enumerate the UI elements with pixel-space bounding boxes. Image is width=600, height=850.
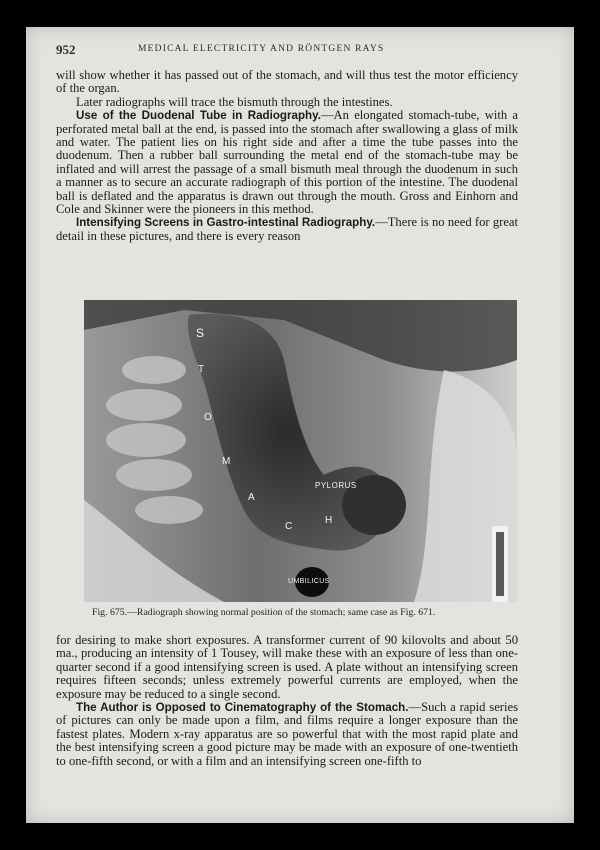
- section-heading: The Author is Opposed to Cinematography of the Stomach.: [76, 701, 409, 715]
- stomach-letter-label: S: [196, 326, 205, 340]
- body-text-top: [56, 69, 518, 243]
- figure-caption: Fig. 675.—Radiograph showing normal position of the stomach; same case as Fig. 671.: [92, 607, 436, 618]
- radiograph-drawing: [84, 300, 517, 602]
- paragraph: [56, 109, 518, 216]
- stomach-letter-label: M: [222, 456, 231, 467]
- paragraph-body: —There is no need for great detail in these pictures, and there is every reason: [56, 215, 518, 243]
- paragraph: [56, 701, 518, 768]
- umbilicus-label: UMBILICUS: [288, 578, 330, 585]
- section-heading: Use of the Duodenal Tube in Radiography.: [76, 109, 321, 123]
- paragraph: [56, 216, 518, 243]
- stomach-letter-label: A: [248, 492, 255, 503]
- page-header: [56, 42, 518, 58]
- section-heading: Intensifying Screens in Gastro-intestinal Radiography.: [76, 216, 376, 230]
- stomach-letter-label: O: [204, 412, 212, 423]
- paragraph-body: —Such a rapid series of pictures can only be made upon a film, and films require a longer exposure than the fastest plates. Modern x-ray apparatus are so powerful that with the most rapid plate and the best intensifying screen a good picture may be made with an exposure of one-twentieth to one-fifth second, or with a film and an intensifying screen one-fifth to: [56, 700, 518, 768]
- stomach-letter-label: T: [198, 364, 205, 375]
- body-text-bottom: [56, 634, 518, 768]
- running-head: MEDICAL ELECTRICITY AND RÖNTGEN RAYS: [138, 44, 385, 54]
- paragraph: will show whether it has passed out of the stomach, and will thus test the motor efficiency of the organ.: [56, 68, 518, 96]
- paragraph-body: —An elongated stomach-tube, with a perforated metal ball at the end, is passed into the stomach after swallowing a glass of milk and water. The patient lies on his right side and after a time the tube passes into the duodenum. Then a rubber ball surrounding the metal end of the stomach-tube may be inflated and will arrest the passage of a small bismuth meal through the duodenum in such a manner as to secure an accurate radiograph of this portion of the intestine. The duodenal ball is deflated and the apparatus is drawn out through the mouth. Gross and Einhorn and Cole and Skinner were the pioneers in this method.: [56, 108, 518, 217]
- paragraph: Later radiographs will trace the bismuth through the intestines.: [76, 94, 393, 109]
- radiograph-image: [84, 300, 517, 602]
- stomach-letter-label: C: [285, 521, 293, 532]
- paragraph: for desiring to make short exposures. A transformer current of 90 kilovolts and about 50 ma., producing an intensity of 1 Tousey, will make these with an exposure of less than one-quarter second if a good intensifying screen is used. A plate without an intensifying screen requires fifteen seconds; unless extremely powerful currents are employed, when the exposure may be reduced to a single second.: [56, 633, 518, 701]
- stomach-letter-label: H: [325, 515, 333, 526]
- page-number: 952: [56, 42, 76, 57]
- pylorus-label: PYLORUS: [315, 481, 357, 490]
